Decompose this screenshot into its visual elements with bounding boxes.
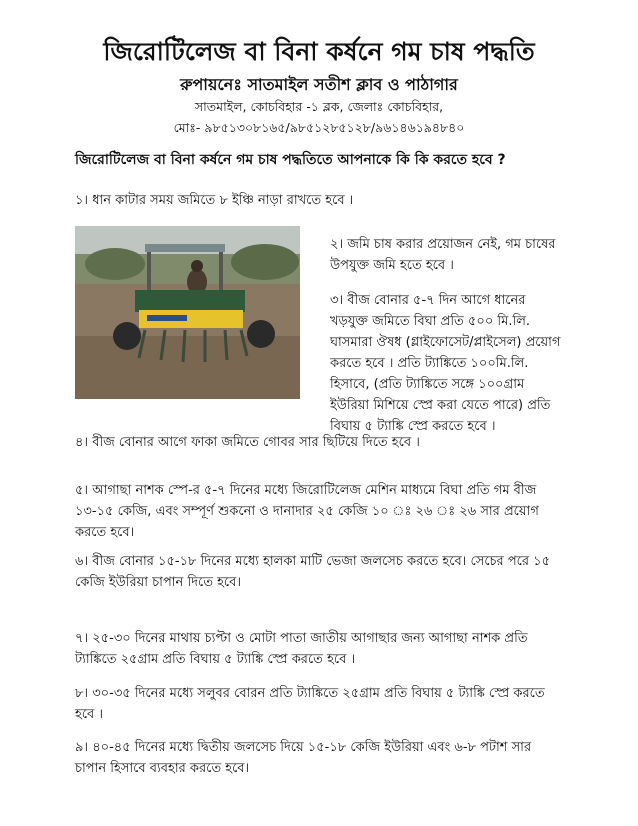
step-9: ৯। ৪০-৪৫ দিনের মধ্যে দ্বিতীয় জলসেচ দিয়ে ১৫-১৮ কেজি ইউরিয়া এবং ৬-৮ পটাশ সার চাপান হিসাবে ব্যবহার করতে হবে। <box>75 740 532 776</box>
step-4: ৪। বীজ বোনার আগে ফাকা জমিতে গোবর সার ছিটিয়ে দিতে হবে । <box>75 435 420 450</box>
step-1: ১। ধান কাটার সময় জমিতে ৮ ইঞ্চি নাড়া রাখতে হবে । <box>75 193 354 208</box>
tractor-seed-drill-photo <box>75 226 300 399</box>
phone-line: মোঃ- ৯৮৫১৩০৮১৬৫/৯৮৫১২৮৫১২৮/৯৬১৪৬১৯৪৮৪০ <box>173 120 465 135</box>
step-8: ৮। ৩০-৩৫ দিনের মধ্যে সলুবর বোরন প্রতি ট্যাঙ্কিতে ২৫গ্রাম প্রতি বিঘায় ৫ ট্যাঙ্কি স্প্রে করতে হবে । <box>75 686 545 722</box>
step-5: ৫। আগাছা নাশক স্পে-র ৫-৭ দিনের মধ্যে জিরোটিলেজ মেশিন মাধ্যমে বিঘা প্রতি গম বীজ ১৩-১৫ কেজি, এবং সম্পূর্ণ শুকনো ও দানাদার ২৫ কেজি ১০ ঃ ২৬ ঃ ২৬ সার প্রয়োগ করতে হবে। <box>75 483 539 540</box>
step-2: ২। জমি চাষ করার প্রয়োজন নেই, গম চাষের উপযুক্ত জমি হতে হবে । <box>330 237 556 273</box>
step-6: ৬। বীজ বোনার ১৫-১৮ দিনের মধ্যে হালকা মাটি ভেজা জলসেচ করতে হবে। সেচের পরে ১৫ কেজি ইউরিয়া চাপান দিতে হবে। <box>75 554 551 590</box>
step-7: ৭। ২৫-৩০ দিনের মাথায় চ্যপ্টা ও মোটা পাতা জাতীয় আগাছার জন্য আগাছা নাশক প্রতি ট্যাঙ্কিতে ২৫গ্রাম প্রতি বিঘায় ৫ ট্যাঙ্কি স্প্রে করতে হবে । <box>75 631 528 667</box>
presenter-line: রুপায়নেঃ সাতমাইল সতীশ ক্লাব ও পাঠাগার <box>180 75 458 94</box>
step-3: ৩। বীজ বোনার ৫-৭ দিন আগে ধানের খড়যুক্ত জমিতে বিঘা প্রতি ৫০০ মি.লি. ঘাসমারা ঔষধ (গ্লাইফোসেট/প্লাইসেল) প্রয়োগ করতে হবে । প্রতি ট্যাঙ্কিতে ১০০মি.লি. হিসাবে, (প্রতি ট্যাঙ্কিতে সঙ্গে ১০০গ্রাম ইউরিয়া মিশিয়ে স্প্রে করা যেতে পারে) প্রতি বিঘায় ৫ ট্যাঙ্কি স্প্রে করতে হবে । <box>330 293 561 434</box>
document-title: জিরোটিলেজ বা বিনা কর্ষনে গম চাষ পদ্ধতি <box>103 37 535 66</box>
address-line: সাতমাইল, কোচবিহার -১ ব্লক, জেলাঃ কোচবিহার, <box>194 99 444 114</box>
question-heading: জিরোটিলেজ বা বিনা কর্ষনে গম চাষ পদ্ধতিতে আপনাকে কি কি করতে হবে ? <box>75 152 506 168</box>
